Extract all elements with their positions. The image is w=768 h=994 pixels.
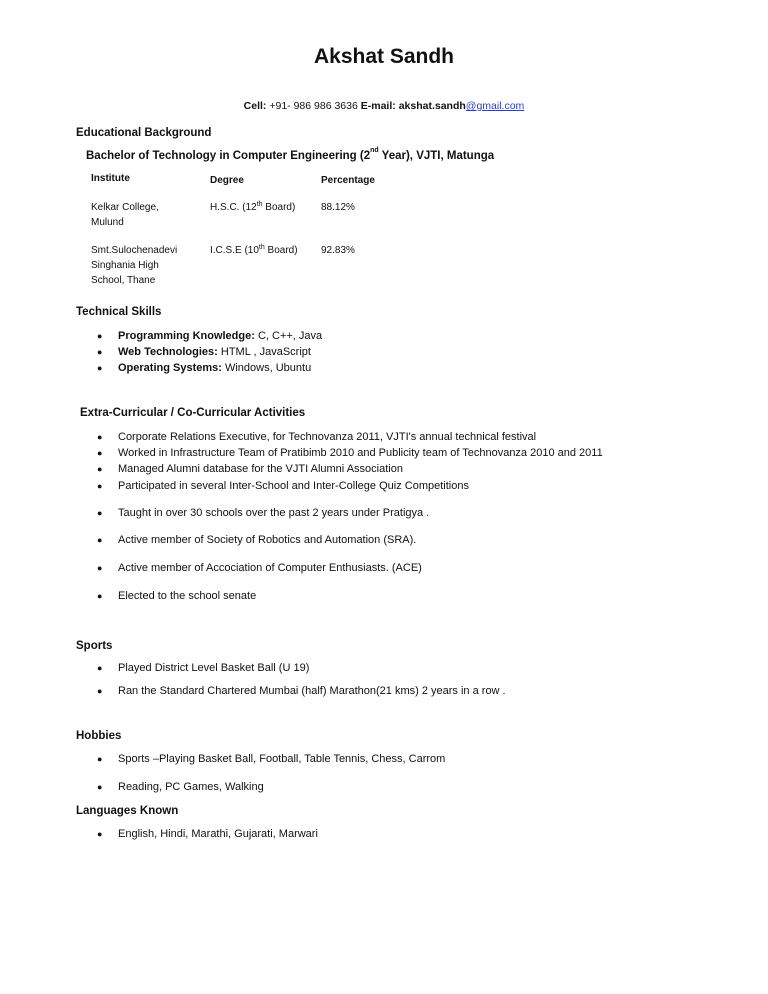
col-degree: Degree — [210, 175, 244, 186]
activities-list-item-5 — [95, 505, 429, 521]
degree-title-prefix: Bachelor of Technology in Computer Engineering (2 — [86, 150, 371, 162]
bullet-icon: ● — [97, 363, 103, 374]
sport-text: Played District Level Basket Ball (U 19) — [118, 662, 310, 674]
bullet-icon: ● — [97, 563, 103, 573]
bullet-icon: ● — [97, 754, 103, 764]
sport-text: Ran the Standard Chartered Mumbai (half) Marathon(21 kms) 2 years in a row . — [118, 685, 506, 697]
table-row-1-degree — [210, 200, 295, 215]
activity-text: Corporate Relations Executive, for Technovanza 2011, VJTI's annual technical festival — [118, 431, 537, 443]
hobby-text: Sports –Playing Basket Ball, Football, Table Tennis, Chess, Carrom — [118, 753, 446, 765]
degree-prefix: H.S.C. (12 — [210, 202, 257, 213]
contact-line — [0, 100, 768, 112]
languages-heading: Languages Known — [76, 805, 179, 817]
hobby-text: Reading, PC Games, Walking — [118, 781, 264, 793]
list-item — [95, 532, 416, 548]
list-item — [95, 445, 603, 461]
activity-text: Participated in several Inter-School and Inter-College Quiz Competitions — [118, 479, 469, 492]
institute-line: School, Thane — [91, 275, 156, 286]
activity-text: Active member of Accociation of Computer Enthusiasts. (ACE) — [118, 562, 422, 574]
list-item — [95, 505, 429, 521]
institute-line: Mulund — [91, 217, 124, 228]
activity-text: Taught in over 30 schools over the past 2 years under Pratigya . — [118, 507, 430, 519]
table-row-2-percentage: 92.83% — [321, 245, 355, 256]
skill-value: Windows, Ubuntu — [221, 362, 312, 375]
bullet-icon: ● — [97, 480, 103, 491]
bullet-icon: ● — [97, 829, 103, 839]
skill-label: Web Technologies: — [118, 346, 218, 359]
hobbies-list-item-2 — [95, 779, 264, 795]
skill-label: Programming Knowledge: — [118, 330, 255, 342]
languages-list — [95, 826, 318, 842]
table-row-1-institute — [91, 200, 159, 230]
sports-list-item-2 — [95, 683, 506, 699]
activities-list-item-6 — [95, 532, 416, 548]
list-item — [95, 360, 322, 376]
bullet-icon: ● — [97, 686, 103, 696]
list-item — [95, 826, 318, 842]
degree-title-suffix: Year), VJTI, Matunga — [378, 150, 495, 162]
col-percentage: Percentage — [321, 175, 375, 186]
activity-text: Managed Alumni database for the VJTI Alumni Association — [118, 463, 403, 476]
institute-line: Singhania High — [91, 260, 159, 271]
cell-value: +91- 986 986 3636 — [269, 100, 358, 112]
bullet-icon: ● — [97, 448, 103, 459]
bullet-icon: ● — [97, 663, 103, 673]
list-item — [95, 560, 422, 576]
list-item — [95, 344, 322, 360]
table-row-2-institute — [91, 243, 177, 288]
bullet-icon: ● — [97, 508, 103, 518]
sports-heading: Sports — [76, 640, 113, 652]
bullet-icon: ● — [97, 331, 103, 341]
list-item — [95, 683, 506, 699]
email-link[interactable]: @gmail.com — [465, 100, 525, 112]
sports-list-item-1 — [95, 660, 309, 676]
list-item — [95, 328, 322, 344]
language-text: English, Hindi, Marathi, Gujarati, Marwari — [118, 828, 318, 840]
bullet-icon: ● — [97, 464, 103, 475]
degree-suffix: Board) — [264, 245, 298, 256]
institute-line: Smt.Sulochenadevi — [91, 245, 178, 256]
email-user: akshat.sandh — [398, 100, 466, 112]
skills-list — [95, 328, 322, 377]
resume-name: Akshat Sandh — [313, 45, 455, 68]
cell-label: Cell: — [243, 100, 267, 112]
degree-title-sup: nd — [370, 147, 379, 154]
table-row-2-degree — [210, 243, 298, 258]
degree-sup: th — [256, 201, 263, 208]
degree-title — [86, 147, 495, 162]
degree-suffix: Board) — [262, 202, 296, 213]
bullet-icon: ● — [97, 347, 103, 358]
bullet-icon: ● — [97, 432, 103, 442]
activities-list-item-8 — [95, 588, 256, 604]
activity-text: Active member of Society of Robotics and Automation (SRA). — [118, 534, 417, 546]
skill-value: C, C++, Java — [254, 330, 323, 342]
education-heading: Educational Background — [76, 127, 212, 139]
bullet-icon: ● — [97, 535, 103, 545]
list-item — [95, 429, 603, 445]
list-item — [95, 751, 445, 767]
activity-text: Elected to the school senate — [118, 590, 257, 602]
table-row-1-percentage: 88.12% — [321, 202, 355, 213]
activity-text: Worked in Infrastructure Team of Pratibimb 2010 and Publicity team of Technovanza 2010 and 2011 — [118, 447, 603, 460]
activities-list-item-7 — [95, 560, 422, 576]
hobbies-heading: Hobbies — [76, 730, 122, 742]
list-item — [95, 779, 264, 795]
bullet-icon: ● — [97, 782, 103, 792]
list-item — [95, 478, 603, 494]
degree-sup: th — [258, 244, 265, 251]
bullet-icon: ● — [97, 591, 103, 601]
skill-label: Operating Systems: — [118, 362, 222, 375]
list-item — [95, 588, 256, 604]
degree-prefix: I.C.S.E (10 — [210, 245, 259, 256]
skills-heading: Technical Skills — [76, 306, 162, 318]
activities-list — [95, 429, 603, 494]
institute-line: Kelkar College, — [91, 202, 159, 213]
list-item — [95, 660, 309, 676]
skill-value: HTML , JavaScript — [217, 346, 311, 359]
activities-heading: Extra-Curricular / Co-Curricular Activities — [80, 407, 306, 419]
col-institute: Institute — [91, 173, 130, 184]
email-label: E-mail: — [360, 100, 396, 112]
list-item — [95, 461, 603, 477]
hobbies-list-item-1 — [95, 751, 445, 767]
